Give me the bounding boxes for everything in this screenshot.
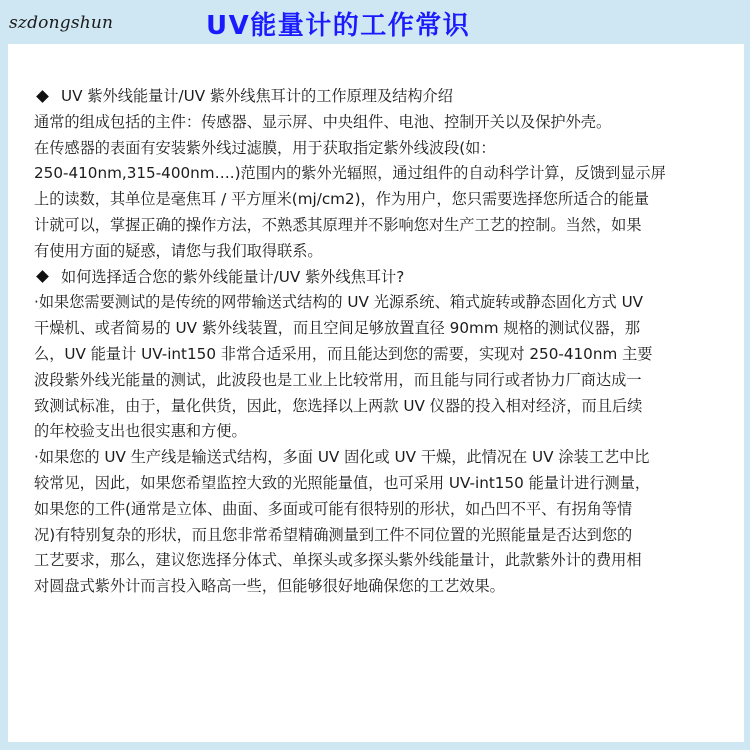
line-text: 况)有特别复杂的形状，而且您非常希望精确测量到工件不同位置的光照能量是否达到您的 — [34, 525, 633, 544]
line-text: 对圆盘式紫外计而言投入略高一些，但能够很好地确保您的工艺效果。 — [34, 577, 505, 596]
line-text: 如何选择适合您的紫外线能量计/UV 紫外线焦耳计? — [61, 267, 405, 286]
line-text: 通常的组成包括的主件：传感器、显示屏、中央组件、电池、控制开关以及保护外壳。 — [34, 112, 612, 131]
line-text: 干燥机、或者简易的 UV 紫外线装置，而且空间足够放置直径 90mm 规格的测试仪器，那 — [34, 319, 641, 338]
body-line — [34, 548, 714, 574]
diamond-bullet-icon — [36, 90, 49, 103]
line-text: ·如果您的 UV 生产线是输送式结构，多面 UV 固化或 UV 干燥，此情况在 UV 涂装工艺中比 — [34, 448, 650, 467]
line-text: 上的读数，其单位是毫焦耳 / 平方厘米(mj/cm2)，作为用户，您只需要选择您所适合的能量 — [34, 190, 650, 209]
body-line — [34, 574, 714, 600]
brand-watermark: szdongshun — [9, 13, 114, 33]
line-text: 波段紫外线光能量的测试，此波段也是工业上比较常用，而且能与同行或者协力厂商达成一 — [34, 370, 642, 389]
section-heading — [34, 265, 714, 291]
body-line — [34, 342, 714, 368]
line-text: 有使用方面的疑惑，请您与我们取得联系。 — [34, 241, 323, 260]
body-line — [34, 471, 714, 497]
body-line — [34, 136, 714, 162]
header-bar — [0, 0, 750, 44]
body-line — [34, 316, 714, 342]
line-text: 如果您的工件(通常是立体、曲面、多面或可能有很特别的形状，如凸凹不平、有拐角等情 — [34, 499, 633, 518]
body-line — [34, 161, 714, 187]
page-title: UV能量计的工作常识 — [206, 11, 471, 41]
body-line — [34, 497, 714, 523]
body-line — [34, 419, 714, 445]
body-line — [34, 290, 714, 316]
body-line — [34, 394, 714, 420]
line-text: 致测试标准，由于，量化供货，因此，您选择以上两款 UV 仪器的投入相对经济，而且后续 — [34, 396, 643, 415]
article-body — [34, 84, 714, 600]
line-text: UV 紫外线能量计/UV 紫外线焦耳计的工作原理及结构介绍 — [61, 87, 453, 105]
body-line — [34, 110, 714, 136]
line-text: 的年校验支出也很实惠和方便。 — [34, 422, 247, 441]
body-line — [34, 523, 714, 549]
diamond-bullet-icon — [36, 270, 49, 283]
line-text: 250-410nm,315-400nm….)范围内的紫外光辐照，通过组件的自动科学计算，反馈到显示屏 — [34, 164, 666, 183]
line-text: 么，UV 能量计 UV-int150 非常合适采用，而且能达到您的需要，实现对 250-410nm 主要 — [34, 344, 653, 363]
body-line — [34, 445, 714, 471]
body-line — [34, 239, 714, 265]
section-heading — [34, 84, 714, 110]
body-line — [34, 213, 714, 239]
line-text: ·如果您需要测试的是传统的网带输送式结构的 UV 光源系统、箱式旋转或静态固化方式 UV — [34, 293, 644, 312]
body-line — [34, 187, 714, 213]
line-text: 计就可以，掌握正确的操作方法，不熟悉其原理并不影响您对生产工艺的控制。当然，如果 — [34, 215, 642, 234]
body-line — [34, 368, 714, 394]
line-text: 在传感器的表面有安装紫外线过滤膜，用于获取指定紫外线波段(如： — [34, 138, 496, 157]
line-text: 较常见，因此，如果您希望监控大致的光照能量值，也可采用 UV-int150 能量计进行测量， — [34, 473, 651, 492]
line-text: 工艺要求，那么，建议您选择分体式、单探头或多探头紫外线能量计，此款紫外计的费用相 — [34, 551, 642, 570]
